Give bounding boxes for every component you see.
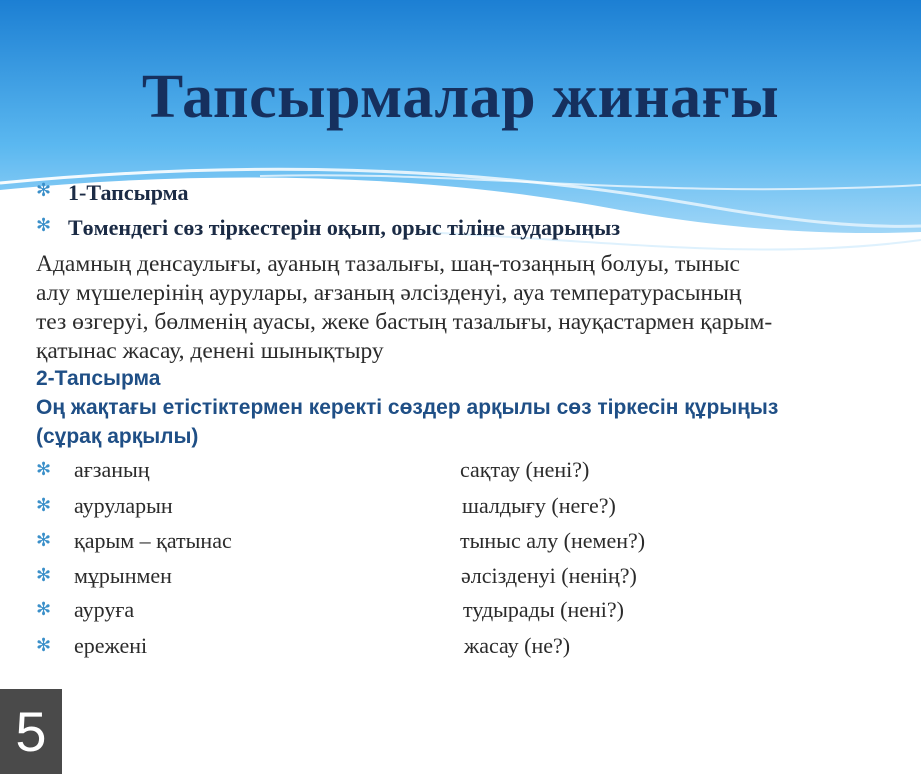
pair-right-word: тыныс алу (немен?): [460, 528, 646, 553]
asterisk-bullet-icon: ✻: [36, 530, 52, 551]
paragraph-line: қатынас жасау, денені шынықтыру: [36, 338, 384, 364]
task2-label: 2-Тапсырма: [36, 367, 161, 390]
word-pair-row: [36, 493, 896, 523]
asterisk-bullet-icon: ✻: [36, 495, 52, 516]
pair-right-word: әлсізденуі (ненің?): [461, 563, 637, 588]
asterisk-bullet-icon: ✻: [36, 180, 52, 201]
pair-right-word: шалдығу (неге?): [462, 493, 616, 518]
pair-left-word: мұрынмен: [74, 563, 172, 588]
paragraph-line: Адамның денсаулығы, ауаның тазалығы, шаң-тозаңның болуы, тыныс: [36, 251, 740, 277]
task1-word-list: [36, 250, 896, 366]
word-pair-row: [36, 563, 896, 593]
pair-left-word: ережені: [74, 633, 148, 658]
task1-instruction: Төмендегі сөз тіркестерін оқып, орыс тіліне аударыңыз: [68, 215, 621, 240]
pair-left-word: ағзаның: [74, 457, 150, 482]
word-pair-row: [36, 528, 896, 558]
pair-right-word: жасау (не?): [464, 633, 571, 658]
paragraph-line: алу мүшелерінің аурулары, ағзаның әлсізденуі, ауа температурасының: [36, 280, 742, 306]
pair-right-word: сақтау (нені?): [460, 457, 590, 482]
page-number-badge: 5: [0, 689, 62, 774]
paragraph-line: тез өзгеруі, бөлменің ауасы, жеке бастың тазалығы, науқастармен қарым-: [36, 309, 773, 335]
pair-left-word: қарым – қатынас: [74, 528, 232, 553]
asterisk-bullet-icon: ✻: [36, 459, 52, 480]
asterisk-bullet-icon: ✻: [36, 599, 52, 620]
task1-label: 1-Тапсырма: [68, 180, 189, 205]
task2-instruction-line: Оң жақтағы етістіктермен керекті сөздер арқылы сөз тіркесін құрыңыз: [36, 396, 779, 419]
task2-instruction-line: (сұрақ арқылы): [36, 425, 199, 448]
pair-right-word: тудырады (нені?): [463, 597, 624, 622]
slide-title: Тапсырмалар жинағы: [141, 63, 780, 131]
word-pair-row: [36, 457, 896, 487]
asterisk-bullet-icon: ✻: [36, 215, 52, 236]
word-pair-row: [36, 597, 896, 627]
word-pair-row: [36, 633, 896, 663]
asterisk-bullet-icon: ✻: [36, 565, 52, 586]
pair-left-word: ауруға: [74, 597, 135, 622]
asterisk-bullet-icon: ✻: [36, 635, 52, 656]
pair-left-word: ауруларын: [74, 493, 173, 518]
